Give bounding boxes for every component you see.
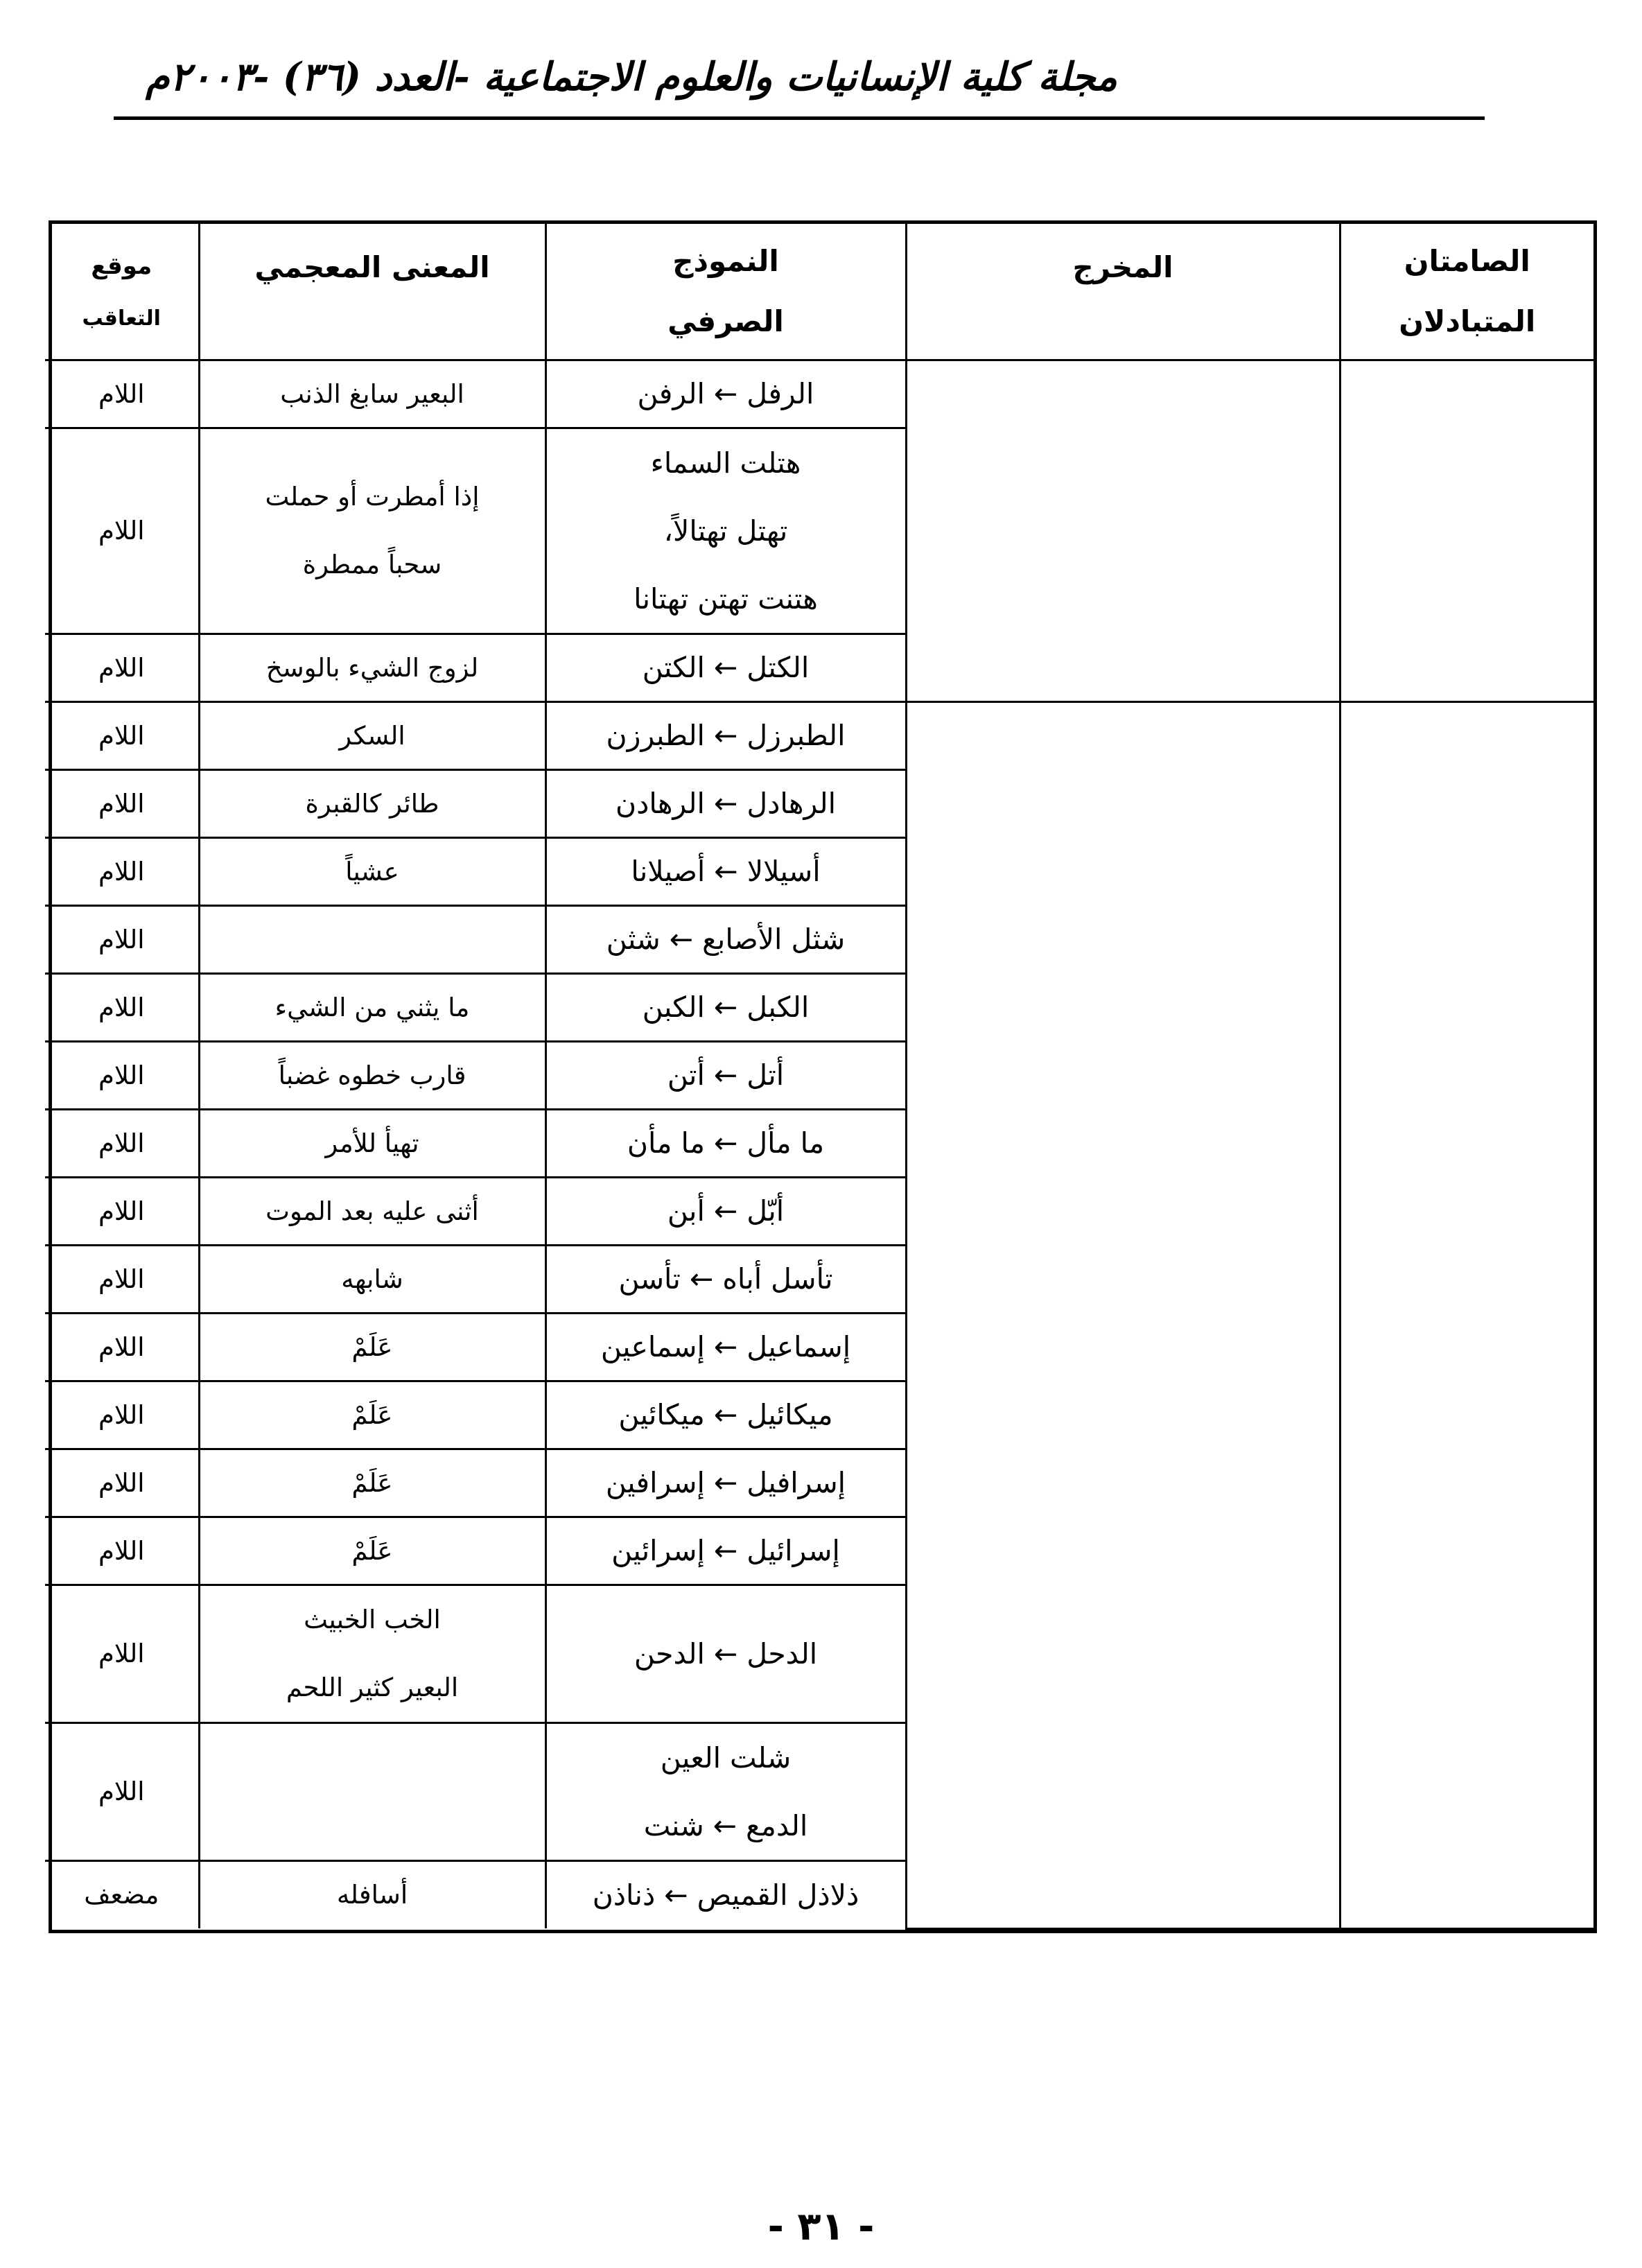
model-cell: إسرافيل ← إسرافين [545,1449,906,1517]
meaning-cell: عَلَمْ [199,1313,545,1381]
exit-cell-group-2 [906,701,1340,1928]
meaning-cell: إذا أمطرت أو حملت سحباً ممطرة [199,428,545,634]
table-row [45,701,1593,769]
position-cell: اللام [45,905,199,973]
phoneme-exchange-table [45,224,1593,1930]
meaning-cell: أسافله [199,1860,545,1928]
model-cell: الدحل ← الدحن [545,1585,906,1722]
model-cell: الرفل ← الرفن [545,360,906,428]
meaning-cell: البعير سابغ الذنب [199,360,545,428]
col-header-exit: المخرج [906,224,1340,360]
position-cell: اللام [45,1245,199,1313]
position-cell: اللام [45,1109,199,1177]
model-cell: شلت العين الدمع ← شنت [545,1722,906,1860]
model-cell: إسماعيل ← إسماعين [545,1313,906,1381]
col-header-position: موقع التعاقب [45,224,199,360]
position-cell: اللام [45,360,199,428]
meaning-cell: ما يثني من الشيء [199,973,545,1041]
meaning-cell: عَلَمْ [199,1517,545,1585]
meaning-cell [199,905,545,973]
model-cell: شثل الأصابع ← شثن [545,905,906,973]
position-cell: اللام [45,1381,199,1449]
model-cell: الكبل ← الكبن [545,973,906,1041]
position-cell: اللام [45,769,199,837]
position-cell: مضعف [45,1860,199,1928]
meaning-cell: عَلَمْ [199,1381,545,1449]
position-cell: اللام [45,428,199,634]
table-header-row [45,224,1593,360]
meaning-cell: الخب الخبيث البعير كثير اللحم [199,1585,545,1722]
meaning-cell: شابهه [199,1245,545,1313]
model-cell: الكتل ← الكتن [545,634,906,701]
meaning-cell: أثنى عليه بعد الموت [199,1177,545,1245]
model-cell: ميكائيل ← ميكائين [545,1381,906,1449]
model-cell: الطبرزل ← الطبرزن [545,701,906,769]
position-cell: اللام [45,837,199,905]
data-table-frame [49,220,1597,1933]
model-cell: ذلاذل القميص ← ذناذن [545,1860,906,1928]
model-cell: أبّل ← أبن [545,1177,906,1245]
model-cell: أسيلالا ← أصيلانا [545,837,906,905]
meaning-cell: لزوج الشيء بالوسخ [199,634,545,701]
model-cell: هتلت السماء تهتل تهتالاً، هتنت تهتن تهتانا [545,428,906,634]
table-row [45,360,1593,428]
model-cell: ما مأل ← ما مأن [545,1109,906,1177]
position-cell: اللام [45,701,199,769]
position-cell: اللام [45,973,199,1041]
col-header-meaning: المعنى المعجمي [199,224,545,360]
model-cell: أتل ← أتن [545,1041,906,1109]
page-number: - ٣١ - [767,2204,875,2249]
position-cell: اللام [45,1585,199,1722]
col-header-model: النموذج الصرفي [545,224,906,360]
meaning-cell: عشياً [199,837,545,905]
model-cell: الرهادل ← الرهادن [545,769,906,837]
meaning-cell [199,1722,545,1860]
position-cell: اللام [45,1517,199,1585]
position-cell: اللام [45,1722,199,1860]
pair-cell-group-1 [1340,360,1593,701]
header-rule [114,116,1485,120]
position-cell: اللام [45,1449,199,1517]
model-cell: إسرائيل ← إسرائين [545,1517,906,1585]
position-cell: اللام [45,634,199,701]
position-cell: اللام [45,1313,199,1381]
meaning-cell: السكر [199,701,545,769]
pair-cell-group-2 [1340,701,1593,1928]
journal-header-title: مجلة كلية الإنسانيات والعلوم الاجتماعية -العدد (٣٦) -٢٠٠٣م [146,54,1117,100]
exit-cell-group-1 [906,360,1340,701]
meaning-cell: قارب خطوه غضباً [199,1041,545,1109]
model-cell: تأسل أباه ← تأسن [545,1245,906,1313]
position-cell: اللام [45,1041,199,1109]
meaning-cell: طائر كالقبرة [199,769,545,837]
meaning-cell: تهيأ للأمر [199,1109,545,1177]
position-cell: اللام [45,1177,199,1245]
meaning-cell: عَلَمْ [199,1449,545,1517]
col-header-pair: الصامتان المتبادلان [1340,224,1593,360]
